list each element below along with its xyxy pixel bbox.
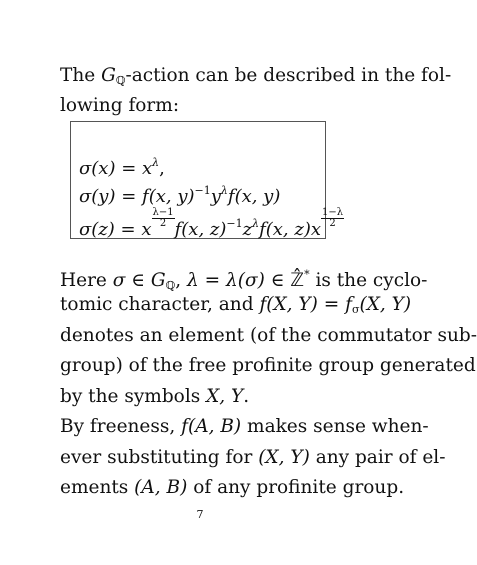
paragraph-1-line-2: lowing form: xyxy=(60,95,180,116)
paragraph-2-line-5: by the symbols X, Y. xyxy=(60,386,250,407)
paragraph-3-line-3: ements (A, B) of any profinite group. xyxy=(60,477,405,498)
equation-2: σ(y) = f(x, $y)^{-1}y^\lambda f(x$, y) xyxy=(79,184,281,207)
equation-box xyxy=(70,121,344,240)
paragraph-2-line-2: tomic character, and f(X, $Y) = f_\sigma(X$, Y) xyxy=(60,294,412,316)
exponent-fraction-1: $\frac{\lambda-1}{2}$ xyxy=(152,207,174,229)
page-number: 7 xyxy=(196,508,204,521)
equation-1: $\sigma(x) = x^\lambda$, xyxy=(79,156,165,179)
paragraph-2-line-4: group) of the free profinite group generated xyxy=(60,355,476,376)
paragraph-2-line-3: denotes an element (of the commutator sub- xyxy=(60,325,477,346)
paragraph-3-line-1: By freeness, f(A, B) makes sense when- xyxy=(60,416,429,437)
paragraph-2-line-1: Here σ ∈ $G_ℚ$, λ = λ(σ) ∈ ℤ̂* is the cyclo- xyxy=(60,268,428,292)
paragraph-1-line-1: The $G_ℚ$-action can be described in the fol- xyxy=(60,65,452,87)
exponent-fraction-2: $\frac{1-\lambda}{2}$ xyxy=(322,207,344,229)
equation-3: σ(z) = x $\frac{\lambda-1}{2}$ f(x, $z)^{-1}z^\lambda f(x$, z)x $\frac{1-\lambda}{2}$ xyxy=(79,207,344,240)
paragraph-3-line-2: ever substituting for (X, Y) any pair of el- xyxy=(60,447,446,468)
zhat-symbol: ℤ̂ xyxy=(290,270,305,291)
q-subscript: ℚ xyxy=(115,74,126,87)
